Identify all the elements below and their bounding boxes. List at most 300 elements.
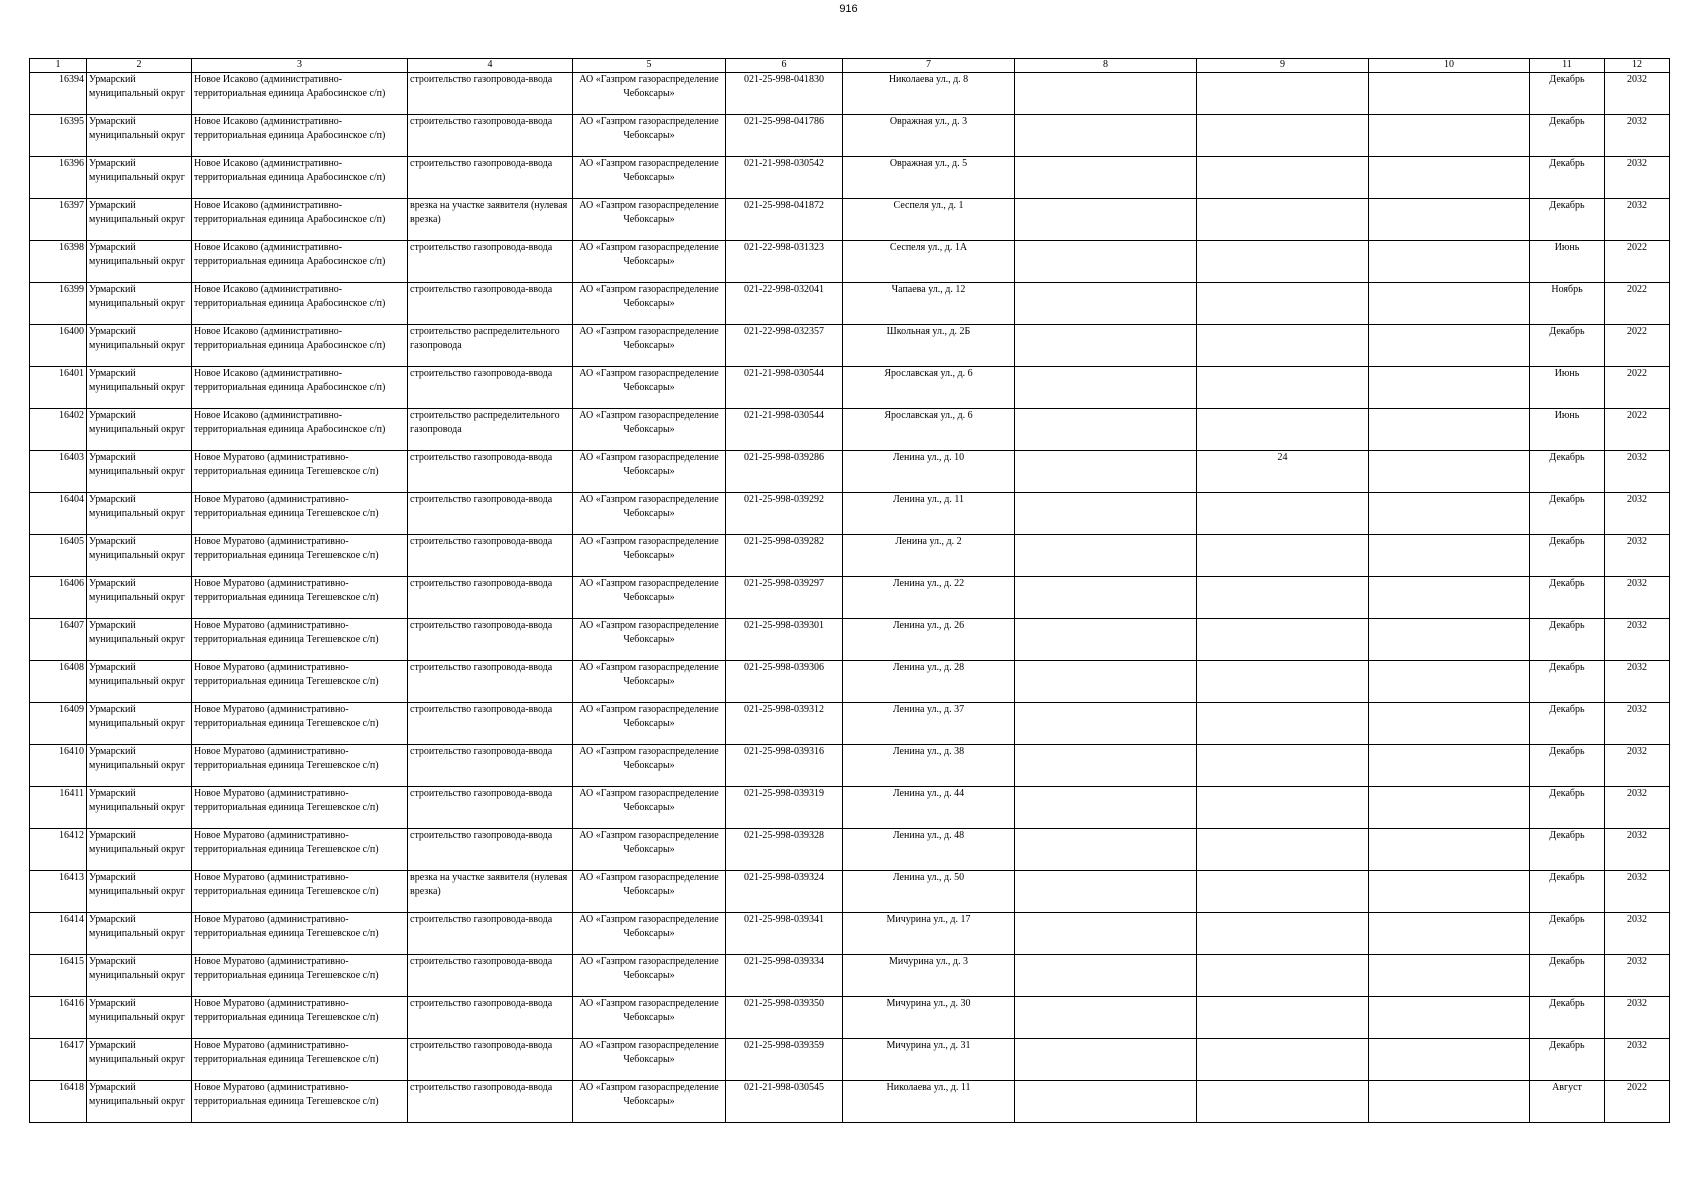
column-9-cell: [1197, 913, 1369, 955]
district-text: Урмарский муниципальный округ: [89, 872, 185, 897]
district-text: Урмарский муниципальный округ: [89, 410, 185, 435]
row-number-cell: [30, 199, 87, 241]
district-text: Урмарский муниципальный округ: [89, 746, 185, 771]
organization-cell: [573, 157, 726, 199]
address-cell: [843, 493, 1015, 535]
application-number-text: 021-25-998-039316: [744, 746, 824, 757]
work-type-text: строительство газопровода-ввода: [410, 494, 553, 505]
column-9-cell: [1197, 409, 1369, 451]
organization-cell: [573, 745, 726, 787]
district-text: Урмарский муниципальный округ: [89, 914, 185, 939]
application-number-text: 021-22-998-031323: [744, 242, 824, 253]
year-cell: [1605, 913, 1670, 955]
organization-text: АО «Газпром газораспределение Чебоксары»: [579, 956, 719, 981]
work-type-text: строительство газопровода-ввода: [410, 914, 553, 925]
month-text: Декабрь: [1549, 116, 1585, 127]
work-type-text: врезка на участке заявителя (нулевая врезка): [410, 200, 568, 225]
row-number-cell: [30, 955, 87, 997]
district-text: Урмарский муниципальный округ: [89, 452, 185, 477]
table-row: [30, 283, 1670, 325]
application-number-text: 021-25-998-039324: [744, 872, 824, 883]
work-type-cell: [408, 241, 573, 283]
year-text: 2032: [1627, 998, 1647, 1009]
district-cell: [87, 157, 192, 199]
organization-text: АО «Газпром газораспределение Чебоксары»: [579, 704, 719, 729]
address-cell: [843, 409, 1015, 451]
organization-text: АО «Газпром газораспределение Чебоксары»: [579, 788, 719, 813]
column-8-cell: [1015, 451, 1197, 493]
column-header-2: 2: [87, 59, 192, 73]
row-number-text: 16394: [59, 74, 84, 85]
application-number-text: 021-25-998-041830: [744, 74, 824, 85]
table-row: [30, 241, 1670, 283]
application-number-cell: [726, 157, 843, 199]
work-type-cell: [408, 913, 573, 955]
column-8-cell: [1015, 367, 1197, 409]
address-text: Ленина ул., д. 38: [892, 746, 965, 757]
month-cell: [1530, 493, 1605, 535]
year-cell: [1605, 115, 1670, 157]
organization-cell: [573, 409, 726, 451]
work-type-text: строительство газопровода-ввода: [410, 746, 553, 757]
year-cell: [1605, 1039, 1670, 1081]
column-8-cell: [1015, 577, 1197, 619]
year-text: 2032: [1627, 662, 1647, 673]
column-header-5: 5: [573, 59, 726, 73]
district-cell: [87, 787, 192, 829]
settlement-text: Новое Муратово (административно-территориальная единица Тегешевское с/п): [194, 788, 379, 813]
work-type-text: строительство распределительного газопровода: [410, 410, 560, 435]
district-text: Урмарский муниципальный округ: [89, 326, 185, 351]
year-text: 2032: [1627, 452, 1647, 463]
month-cell: [1530, 367, 1605, 409]
settlement-cell: [192, 787, 408, 829]
settlement-text: Новое Исаково (административно-территориальная единица Арабосинское с/п): [194, 200, 386, 225]
organization-text: АО «Газпром газораспределение Чебоксары»: [579, 158, 719, 183]
year-text: 2022: [1627, 368, 1647, 379]
work-type-cell: [408, 619, 573, 661]
table-row: [30, 73, 1670, 115]
address-text: Мичурина ул., д. 3: [888, 956, 969, 967]
row-number-text: 16411: [59, 788, 84, 799]
column-10-cell: [1369, 409, 1530, 451]
district-cell: [87, 997, 192, 1039]
organization-text: АО «Газпром газораспределение Чебоксары»: [579, 326, 719, 351]
table-row: [30, 703, 1670, 745]
month-cell: [1530, 409, 1605, 451]
year-cell: [1605, 703, 1670, 745]
column-header-4: 4: [408, 59, 573, 73]
organization-text: АО «Газпром газораспределение Чебоксары»: [579, 410, 719, 435]
district-cell: [87, 493, 192, 535]
row-number-text: 16416: [59, 998, 84, 1009]
month-text: Июнь: [1554, 410, 1580, 421]
year-text: 2032: [1627, 74, 1647, 85]
row-number-cell: [30, 73, 87, 115]
table-row: [30, 955, 1670, 997]
column-10-cell: [1369, 997, 1530, 1039]
work-type-cell: [408, 493, 573, 535]
month-text: Декабрь: [1549, 620, 1585, 631]
application-number-cell: [726, 535, 843, 577]
table-row: [30, 367, 1670, 409]
district-cell: [87, 241, 192, 283]
settlement-text: Новое Исаково (административно-территориальная единица Арабосинское с/п): [194, 116, 386, 141]
application-number-text: 021-25-998-039297: [744, 578, 824, 589]
application-number-text: 021-21-998-030544: [744, 410, 824, 421]
year-text: 2032: [1627, 536, 1647, 547]
address-text: Николаева ул., д. 11: [886, 1082, 971, 1093]
year-text: 2022: [1627, 410, 1647, 421]
column-10-cell: [1369, 115, 1530, 157]
work-type-text: строительство газопровода-ввода: [410, 1082, 553, 1093]
column-header-1: 1: [30, 59, 87, 73]
year-cell: [1605, 199, 1670, 241]
row-number-cell: [30, 829, 87, 871]
work-type-cell: [408, 787, 573, 829]
work-type-text: строительство газопровода-ввода: [410, 788, 553, 799]
settlement-text: Новое Муратово (административно-территориальная единица Тегешевское с/п): [194, 914, 379, 939]
column-header-12: 12: [1605, 59, 1670, 73]
column-8-cell: [1015, 829, 1197, 871]
month-text: Июнь: [1554, 368, 1580, 379]
district-cell: [87, 1039, 192, 1081]
row-number-cell: [30, 157, 87, 199]
settlement-text: Новое Муратово (административно-территориальная единица Тегешевское с/п): [194, 452, 379, 477]
address-cell: [843, 955, 1015, 997]
settlement-cell: [192, 409, 408, 451]
settlement-cell: [192, 745, 408, 787]
settlement-text: Новое Муратово (административно-территориальная единица Тегешевское с/п): [194, 956, 379, 981]
address-text: Ярославская ул., д. 6: [884, 410, 973, 421]
column-8-cell: [1015, 619, 1197, 661]
column-8-cell: [1015, 493, 1197, 535]
column-10-cell: [1369, 241, 1530, 283]
organization-cell: [573, 367, 726, 409]
row-number-text: 16407: [59, 620, 84, 631]
month-text: Декабрь: [1549, 956, 1585, 967]
column-header-9: 9: [1197, 59, 1369, 73]
month-text: Декабрь: [1549, 578, 1585, 589]
month-cell: [1530, 115, 1605, 157]
application-number-cell: [726, 829, 843, 871]
application-number-text: 021-25-998-041786: [744, 116, 824, 127]
address-cell: [843, 703, 1015, 745]
table-row: [30, 451, 1670, 493]
row-number-text: 16415: [59, 956, 84, 967]
organization-cell: [573, 661, 726, 703]
settlement-text: Новое Муратово (административно-территориальная единица Тегешевское с/п): [194, 494, 379, 519]
organization-cell: [573, 115, 726, 157]
organization-cell: [573, 451, 726, 493]
district-cell: [87, 745, 192, 787]
organization-text: АО «Газпром газораспределение Чебоксары»: [579, 452, 719, 477]
organization-text: АО «Газпром газораспределение Чебоксары»: [579, 242, 719, 267]
month-text: Декабрь: [1549, 74, 1585, 85]
district-text: Урмарский муниципальный округ: [89, 662, 185, 687]
district-text: Урмарский муниципальный округ: [89, 704, 185, 729]
organization-text: АО «Газпром газораспределение Чебоксары»: [579, 914, 719, 939]
column-10-cell: [1369, 73, 1530, 115]
row-number-cell: [30, 661, 87, 703]
settlement-cell: [192, 199, 408, 241]
application-number-text: 021-21-998-030544: [744, 368, 824, 379]
column-9-cell: [1197, 367, 1369, 409]
row-number-text: 16405: [59, 536, 84, 547]
settlement-cell: [192, 367, 408, 409]
row-number-text: 16408: [59, 662, 84, 673]
application-number-cell: [726, 619, 843, 661]
month-cell: [1530, 157, 1605, 199]
work-type-text: строительство газопровода-ввода: [410, 662, 553, 673]
work-type-text: строительство газопровода-ввода: [410, 242, 553, 253]
organization-cell: [573, 619, 726, 661]
column-10-cell: [1369, 493, 1530, 535]
column-9-cell: [1197, 745, 1369, 787]
month-text: Июнь: [1554, 242, 1580, 253]
organization-text: АО «Газпром газораспределение Чебоксары»: [579, 494, 719, 519]
column-8-cell: [1015, 787, 1197, 829]
month-cell: [1530, 241, 1605, 283]
work-type-text: строительство газопровода-ввода: [410, 74, 553, 85]
district-text: Урмарский муниципальный округ: [89, 242, 185, 267]
year-cell: [1605, 73, 1670, 115]
month-cell: [1530, 199, 1605, 241]
column-9-cell: [1197, 283, 1369, 325]
settlement-text: Новое Исаково (административно-территориальная единица Арабосинское с/п): [194, 242, 386, 267]
row-number-cell: [30, 997, 87, 1039]
application-number-cell: [726, 409, 843, 451]
column-10-cell: [1369, 955, 1530, 997]
work-type-text: строительство газопровода-ввода: [410, 368, 553, 379]
table-row: [30, 199, 1670, 241]
application-number-text: 021-22-998-032357: [744, 326, 824, 337]
settlement-cell: [192, 703, 408, 745]
district-text: Урмарский муниципальный округ: [89, 956, 185, 981]
work-type-cell: [408, 661, 573, 703]
month-text: Декабрь: [1549, 872, 1585, 883]
settlement-text: Новое Муратово (административно-территориальная единица Тегешевское с/п): [194, 830, 379, 855]
year-text: 2022: [1627, 1082, 1647, 1093]
work-type-cell: [408, 535, 573, 577]
column-8-cell: [1015, 871, 1197, 913]
column-10-cell: [1369, 703, 1530, 745]
year-cell: [1605, 1081, 1670, 1123]
column-8-cell: [1015, 115, 1197, 157]
work-type-text: строительство газопровода-ввода: [410, 620, 553, 631]
month-text: Декабрь: [1549, 914, 1585, 925]
address-text: Ленина ул., д. 11: [893, 494, 964, 505]
application-number-cell: [726, 661, 843, 703]
settlement-text: Новое Исаково (административно-территориальная единица Арабосинское с/п): [194, 368, 386, 393]
address-text: Сеспеля ул., д. 1: [893, 200, 964, 211]
table-row: [30, 745, 1670, 787]
organization-text: АО «Газпром газораспределение Чебоксары»: [579, 662, 719, 687]
address-cell: [843, 577, 1015, 619]
address-cell: [843, 913, 1015, 955]
organization-cell: [573, 787, 726, 829]
column-8-cell: [1015, 283, 1197, 325]
month-text: Август: [1552, 1082, 1582, 1093]
settlement-cell: [192, 661, 408, 703]
work-type-cell: [408, 1081, 573, 1123]
month-cell: [1530, 535, 1605, 577]
organization-cell: [573, 1039, 726, 1081]
work-type-cell: [408, 73, 573, 115]
application-number-cell: [726, 577, 843, 619]
address-text: Мичурина ул., д. 17: [886, 914, 971, 925]
organization-cell: [573, 535, 726, 577]
address-cell: [843, 199, 1015, 241]
work-type-text: строительство газопровода-ввода: [410, 452, 553, 463]
column-9-cell: [1197, 787, 1369, 829]
settlement-text: Новое Муратово (административно-территориальная единица Тегешевское с/п): [194, 662, 379, 687]
application-number-text: 021-21-998-030545: [744, 1082, 824, 1093]
district-cell: [87, 871, 192, 913]
year-cell: [1605, 787, 1670, 829]
application-number-cell: [726, 997, 843, 1039]
row-number-cell: [30, 409, 87, 451]
address-cell: [843, 157, 1015, 199]
column-8-cell: [1015, 241, 1197, 283]
district-cell: [87, 1081, 192, 1123]
organization-text: АО «Газпром газораспределение Чебоксары»: [579, 1040, 719, 1065]
application-number-cell: [726, 115, 843, 157]
district-text: Урмарский муниципальный округ: [89, 830, 185, 855]
column-10-cell: [1369, 745, 1530, 787]
settlement-cell: [192, 73, 408, 115]
settlement-text: Новое Исаково (административно-территориальная единица Арабосинское с/п): [194, 74, 386, 99]
column-10-cell: [1369, 577, 1530, 619]
page-number: 916: [839, 3, 858, 15]
column-8-cell: [1015, 1081, 1197, 1123]
row-number-cell: [30, 451, 87, 493]
month-cell: [1530, 451, 1605, 493]
row-number-cell: [30, 493, 87, 535]
row-number-text: 16412: [59, 830, 84, 841]
organization-text: АО «Газпром газораспределение Чебоксары»: [579, 830, 719, 855]
district-cell: [87, 409, 192, 451]
address-cell: [843, 535, 1015, 577]
address-text: Ярославская ул., д. 6: [884, 368, 973, 379]
column-header-11: 11: [1530, 59, 1605, 73]
district-text: Урмарский муниципальный округ: [89, 74, 185, 99]
work-type-text: строительство газопровода-ввода: [410, 116, 553, 127]
work-type-cell: [408, 577, 573, 619]
row-number-text: 16397: [59, 200, 84, 211]
row-number-text: 16399: [59, 284, 84, 295]
month-cell: [1530, 325, 1605, 367]
work-type-cell: [408, 871, 573, 913]
work-type-cell: [408, 283, 573, 325]
settlement-cell: [192, 1039, 408, 1081]
address-cell: [843, 871, 1015, 913]
organization-text: АО «Газпром газораспределение Чебоксары»: [579, 746, 719, 771]
application-number-text: 021-22-998-032041: [744, 284, 824, 295]
address-text: Чапаева ул., д. 12: [891, 284, 966, 295]
work-type-cell: [408, 997, 573, 1039]
row-number-cell: [30, 367, 87, 409]
year-cell: [1605, 367, 1670, 409]
application-number-cell: [726, 1081, 843, 1123]
row-number-text: 16417: [59, 1040, 84, 1051]
settlement-text: Новое Муратово (административно-территориальная единица Тегешевское с/п): [194, 998, 379, 1023]
district-text: Урмарский муниципальный округ: [89, 494, 185, 519]
application-number-text: 021-25-998-039306: [744, 662, 824, 673]
row-number-cell: [30, 115, 87, 157]
month-cell: [1530, 1039, 1605, 1081]
month-text: Ноябрь: [1551, 284, 1583, 295]
row-number-text: 16398: [59, 242, 84, 253]
application-number-text: 021-25-998-041872: [744, 200, 824, 211]
row-number-cell: [30, 703, 87, 745]
settlement-cell: [192, 535, 408, 577]
month-text: Декабрь: [1549, 494, 1585, 505]
address-text: Ленина ул., д. 22: [892, 578, 965, 589]
column-9-cell: [1197, 577, 1369, 619]
year-cell: [1605, 871, 1670, 913]
settlement-cell: [192, 577, 408, 619]
year-text: 2032: [1627, 788, 1647, 799]
work-type-cell: [408, 199, 573, 241]
column-9-cell: [1197, 241, 1369, 283]
address-text: Сеспеля ул., д. 1А: [889, 242, 968, 253]
address-text: Николаева ул., д. 8: [888, 74, 969, 85]
column-8-cell: [1015, 745, 1197, 787]
application-number-cell: [726, 913, 843, 955]
district-cell: [87, 535, 192, 577]
month-cell: [1530, 787, 1605, 829]
application-number-text: 021-25-998-039341: [744, 914, 824, 925]
work-type-text: строительство газопровода-ввода: [410, 536, 553, 547]
column-9-cell: [1197, 199, 1369, 241]
organization-text: АО «Газпром газораспределение Чебоксары»: [579, 620, 719, 645]
column-9-cell: [1197, 157, 1369, 199]
district-text: Урмарский муниципальный округ: [89, 788, 185, 813]
year-text: 2032: [1627, 578, 1647, 589]
month-cell: [1530, 871, 1605, 913]
table-row: [30, 661, 1670, 703]
settlement-cell: [192, 619, 408, 661]
district-text: Урмарский муниципальный округ: [89, 998, 185, 1023]
application-number-cell: [726, 283, 843, 325]
application-number-cell: [726, 367, 843, 409]
month-text: Декабрь: [1549, 1040, 1585, 1051]
organization-cell: [573, 871, 726, 913]
column-9-cell: [1197, 1039, 1369, 1081]
row-number-text: 16396: [59, 158, 84, 169]
organization-cell: [573, 1081, 726, 1123]
work-type-cell: [408, 703, 573, 745]
organization-cell: [573, 199, 726, 241]
district-cell: [87, 955, 192, 997]
district-text: Урмарский муниципальный округ: [89, 620, 185, 645]
organization-cell: [573, 703, 726, 745]
settlement-text: Новое Муратово (административно-территориальная единица Тегешевское с/п): [194, 704, 379, 729]
row-number-text: 16404: [59, 494, 84, 505]
settlement-text: Новое Муратово (административно-территориальная единица Тегешевское с/п): [194, 620, 379, 645]
column-10-cell: [1369, 787, 1530, 829]
month-cell: [1530, 619, 1605, 661]
year-text: 2032: [1627, 494, 1647, 505]
year-cell: [1605, 619, 1670, 661]
year-text: 2032: [1627, 830, 1647, 841]
organization-cell: [573, 283, 726, 325]
year-cell: [1605, 955, 1670, 997]
application-number-text: 021-25-998-039334: [744, 956, 824, 967]
column-9-cell: [1197, 661, 1369, 703]
organization-text: АО «Газпром газораспределение Чебоксары»: [579, 116, 719, 141]
